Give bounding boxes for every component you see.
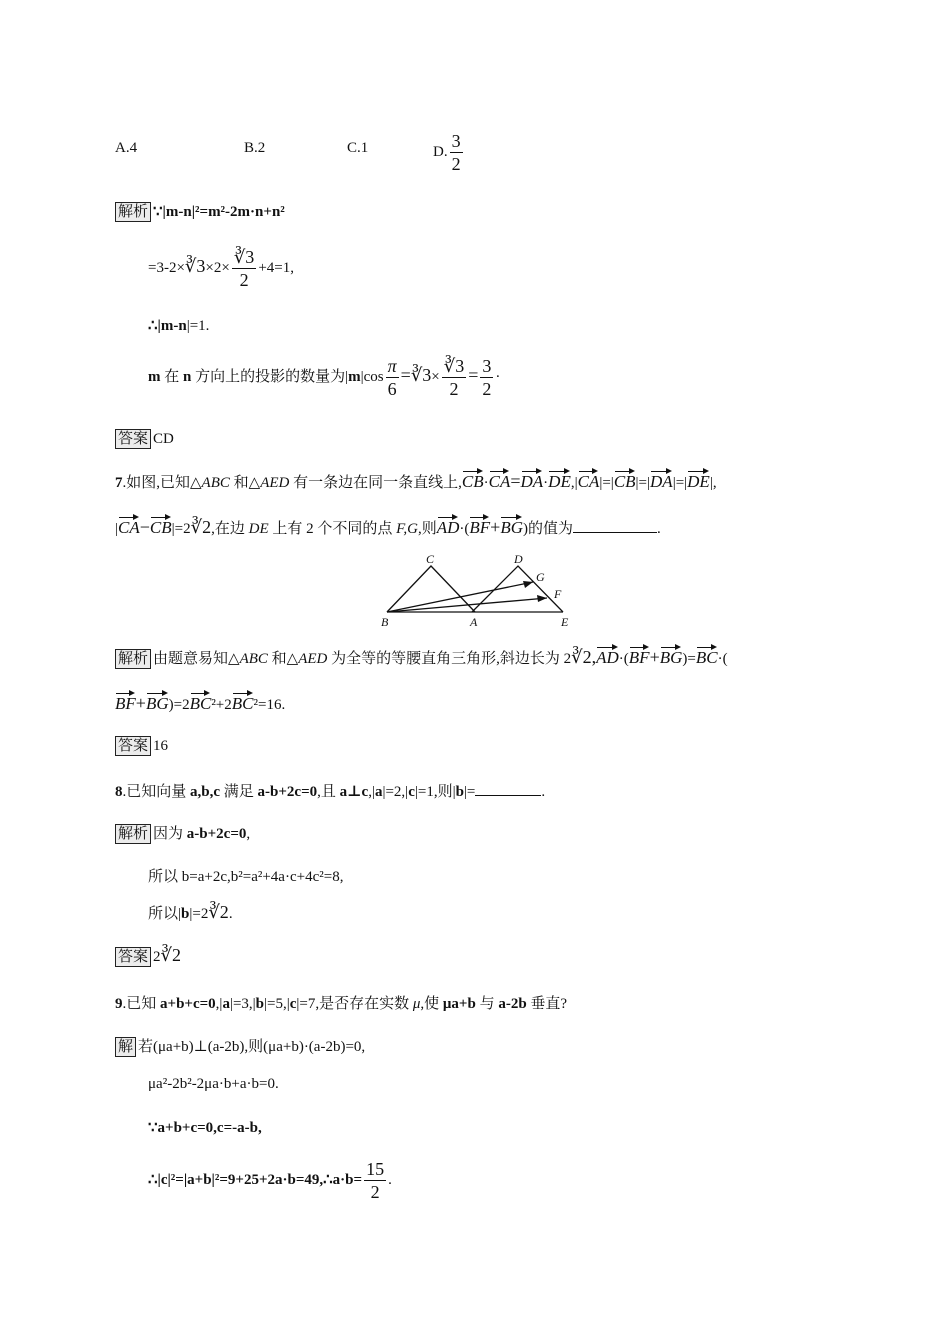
q6-l4-times: × — [431, 368, 440, 385]
q8-b: b — [455, 784, 464, 800]
q7-sol-vec-bc: BC — [696, 644, 718, 668]
q9-s1: 若(μa+b)⊥(a-2b),则(μa+b)·(a-2b)=0, — [138, 1039, 366, 1055]
q8-answer-sqrt: ∛2 — [160, 945, 181, 965]
q7-l2-vec-ad: AD — [437, 514, 460, 538]
q7-sol2-end: ²=16. — [253, 697, 286, 713]
q7-sol2-vec-bc: BC — [190, 690, 212, 714]
q8-s3-sqrt: ∛2 — [208, 902, 229, 922]
q9-b: b — [255, 996, 264, 1012]
option-d-prefix: D. — [433, 143, 448, 160]
q8-text5: |=2,| — [382, 784, 409, 800]
q8-s3-a: 所以| — [148, 906, 182, 922]
q7-eq: = — [510, 471, 521, 491]
option-c — [347, 140, 368, 157]
q9-s4-a: ∴|c|²=|a+b|²=9+25+2a·b=49,∴a·b= — [148, 1171, 363, 1188]
q8-a: a — [374, 784, 383, 800]
q7-bar-eq1: |=| — [599, 475, 614, 491]
label-b: B — [381, 615, 389, 629]
q8-number: 8 — [115, 784, 123, 800]
q6-l4-m2: m — [348, 368, 361, 385]
q9-s3: ∵a+b+c=0,c=-a-b, — [148, 1120, 262, 1136]
q7-l2-sqrt2: ∛2 — [190, 517, 212, 537]
daan-tag: 答案 — [115, 947, 151, 967]
q7-vec-cb: CB — [462, 468, 484, 492]
option-d-fraction — [450, 130, 463, 175]
q6-solution-line2 — [148, 246, 294, 291]
q8-period: . — [541, 784, 546, 800]
q7-vec-da: DA — [521, 468, 544, 492]
q8-c: c — [408, 784, 415, 800]
q7-vec-de2: DE — [687, 468, 710, 492]
q6-l4-eq2: = — [468, 364, 479, 385]
q8-s1-text: 因为 — [153, 826, 187, 842]
q7-number: 7 — [115, 475, 123, 491]
q7-sol-vec-ad: AD — [596, 644, 619, 668]
q6-l4-end: · — [495, 368, 501, 385]
q7-sol-text2: 和△ — [267, 651, 299, 667]
q6-l4-eq: = — [400, 364, 411, 385]
q8-s1-eqn: a-b+2c=0 — [186, 826, 247, 842]
q9-text2: ,| — [215, 996, 223, 1012]
q8-answer-blank — [475, 795, 541, 796]
q9-eqn: a+b+c=0 — [160, 996, 216, 1012]
q8-s3-b: b — [181, 906, 190, 922]
q7-l2-vec-ca: CA — [118, 514, 140, 538]
triangle-aed — [472, 566, 563, 612]
q6-l4-pi: π — [387, 356, 397, 376]
q6-l2-c: +4=1, — [258, 259, 294, 276]
segment-bf — [387, 598, 547, 612]
q7-sol2-plus: + — [135, 693, 146, 713]
q7-sol-text1: 由题意易知△ — [153, 651, 240, 667]
q6-l3-b: |=1. — [186, 318, 210, 334]
q8-text7: |= — [463, 784, 476, 800]
label-d: D — [514, 552, 523, 566]
q7-question-line2 — [115, 514, 661, 538]
q9-text4: |=5,| — [264, 996, 290, 1012]
q8-answer — [115, 945, 181, 967]
q7-l2-minus: − — [139, 517, 150, 537]
q6-l3-bold: m-n — [160, 318, 187, 334]
q7-l2-tail: )的值为 — [522, 521, 573, 537]
q8-solution-line3 — [148, 902, 233, 923]
q7-l2-vec-bg: BG — [500, 514, 523, 538]
q6-l4-six: 6 — [387, 379, 397, 399]
q7-vec-cb2: CB — [614, 468, 636, 492]
q6-l4-frac2 — [442, 355, 466, 400]
option-d — [433, 130, 465, 175]
q8-solution-line1 — [115, 822, 250, 844]
q7-sol2-eq: )=2 — [168, 697, 190, 713]
daan-tag: 答案 — [115, 429, 151, 449]
q8-s2: 所以 b=a+2c,b²=a²+4a·c+4c²=8, — [148, 869, 344, 885]
q7-l2-fg: F,G — [396, 521, 418, 537]
option-c-text: C.1 — [347, 140, 369, 156]
daan-tag: 答案 — [115, 736, 151, 756]
q7-sol-sqrt2: ∛2 — [571, 647, 592, 667]
jiexi-tag: 解析 — [115, 824, 151, 844]
q7-text1: .如图,已知△ — [122, 475, 202, 491]
q9-s4-num: 15 — [366, 1159, 385, 1179]
q7-bar-eq3: |=| — [672, 475, 688, 491]
q7-bar-end: |, — [709, 475, 717, 491]
q6-l4-f2den: 2 — [449, 379, 459, 399]
option-b-text: B.2 — [244, 140, 266, 156]
q7-sol2-vec-bc2: BC — [232, 690, 254, 714]
label-c: C — [426, 552, 435, 566]
q7-triangle-figure — [375, 552, 575, 630]
q6-l1-bold: m-n — [165, 204, 192, 220]
q7-sol2-vec-bg: BG — [146, 690, 169, 714]
q6-solution-line1 — [115, 202, 285, 222]
jiexi-tag: 解析 — [115, 649, 151, 669]
q7-abc: ABC — [201, 475, 230, 491]
q8-answer-a: 2 — [153, 949, 161, 965]
q6-l4-text1: 在 — [160, 368, 184, 385]
q6-l4-n: n — [183, 368, 192, 385]
q6-l2-b: ×2× — [205, 259, 230, 276]
q7-sol2-vec-bf: BF — [115, 690, 136, 714]
q6-l4-pi-fraction — [386, 355, 399, 400]
q8-eqn: a-b+2c=0 — [257, 784, 318, 800]
q6-l4-cos: |cos — [360, 368, 384, 385]
q6-l4-f3num: 3 — [482, 356, 492, 376]
q7-answer-blank — [573, 532, 657, 533]
q6-answer-value: CD — [153, 431, 174, 447]
q6-solution-line3 — [148, 316, 209, 335]
option-b — [244, 140, 265, 157]
q7-bar-eq2: |=| — [635, 475, 651, 491]
q7-dot1: · — [483, 475, 489, 491]
q9-s2: μa²-2b²-2μa·b+a·b=0. — [148, 1076, 279, 1092]
q8-abc: a,b,c — [190, 784, 221, 800]
q7-sol2-mid: ²+2 — [211, 697, 232, 713]
q9-s4-fraction — [364, 1158, 386, 1203]
q9-solution-line3 — [148, 1118, 262, 1137]
q6-l1-sym: ∵| — [153, 204, 166, 220]
q6-l4-f3den: 2 — [482, 379, 492, 399]
q9-expr2: a-2b — [498, 996, 527, 1012]
arrow-head-g — [523, 581, 533, 588]
q8-s3-end: . — [228, 906, 233, 922]
q8-text6: |=1,则| — [414, 784, 456, 800]
jie-tag: 解 — [115, 1037, 136, 1057]
q8-text1: .已知向量 — [122, 784, 191, 800]
q9-c: c — [289, 996, 297, 1012]
q7-vec-de: DE — [548, 468, 571, 492]
q9-text7: 与 — [475, 996, 499, 1012]
q7-question-line1 — [115, 468, 717, 492]
q7-solution-line1 — [115, 644, 728, 669]
q7-l2-plus: + — [490, 517, 501, 537]
q7-vec-ca: CA — [489, 468, 511, 492]
q9-s4-den: 2 — [370, 1182, 380, 1202]
q9-expr1: μa+b — [442, 996, 476, 1012]
q9-solution-line1 — [115, 1035, 365, 1057]
q7-sol-text3: 为全等的等腰直角三角形,斜边长为 2 — [327, 651, 572, 667]
q8-s1-end: , — [246, 826, 251, 842]
q6-l4-m: m — [148, 368, 161, 385]
q9-solution-line4 — [148, 1158, 392, 1203]
q6-l2-a: =3-2× — [148, 259, 185, 276]
q6-l2-sqrt3: ∛3 — [184, 255, 206, 276]
q6-answer — [115, 429, 174, 449]
q8-solution-line2 — [148, 865, 343, 886]
q7-dot2: · — [543, 475, 549, 491]
arrow-head-f — [537, 595, 547, 602]
q9-text5: |=7,是否存在实数 — [296, 996, 413, 1012]
option-d-numerator: 3 — [451, 131, 461, 151]
q6-l1-rest: |²=m²-2m·n+n² — [191, 204, 285, 220]
q7-l2-start: | — [115, 521, 119, 537]
q7-l2-paren: ·( — [459, 521, 470, 537]
q9-a: a — [222, 996, 230, 1012]
option-a-text: A.4 — [115, 140, 138, 156]
q7-sol-plus: + — [649, 647, 660, 667]
q7-aed: AED — [260, 475, 290, 491]
q9-s4-end: . — [388, 1171, 392, 1188]
q8-s3-c: |=2 — [189, 906, 209, 922]
q6-l4-f2num: ∛3 — [443, 356, 465, 376]
q6-l2-frac-den: 2 — [239, 270, 249, 290]
q8-question — [115, 780, 545, 801]
q6-solution-line4 — [148, 355, 500, 400]
q7-l2-period: . — [656, 521, 661, 537]
q8-text3: ,且 — [317, 784, 340, 800]
option-d-denominator: 2 — [451, 154, 461, 174]
option-a — [115, 140, 137, 157]
q9-question — [115, 992, 567, 1013]
q7-vec-ca2: CA — [578, 468, 600, 492]
q6-l2-frac-num: ∛3 — [233, 247, 255, 267]
q6-l3-a: ∴| — [148, 318, 161, 334]
q8-text2: 满足 — [220, 784, 258, 800]
q7-text2: 和△ — [229, 475, 261, 491]
q7-sol-dotparen: ·( — [618, 651, 629, 667]
label-f: F — [554, 587, 562, 601]
q7-sol-aed: AED — [298, 651, 328, 667]
label-a: A — [470, 615, 478, 629]
q7-l2-text2: 上有 2 个不同的点 — [268, 521, 397, 537]
q7-sol-comma: , — [591, 647, 597, 667]
q9-solution-line2 — [148, 1076, 279, 1093]
segment-bg — [387, 582, 533, 612]
q6-l4-sqrt3: ∛3 — [410, 364, 432, 385]
q7-l2-text3: ,则 — [417, 521, 437, 537]
q7-answer-value: 16 — [153, 738, 169, 754]
q7-sol-vec-bf: BF — [629, 644, 650, 668]
q6-l4-frac3 — [480, 355, 493, 400]
q7-l2-mid: |=2 — [171, 521, 191, 537]
q7-l2-vec-cb: CB — [150, 514, 172, 538]
q7-l2-text: ,在边 — [211, 521, 249, 537]
jiexi-tag: 解析 — [115, 202, 151, 222]
q7-vec-da2: DA — [650, 468, 673, 492]
q7-sol-abc: ABC — [239, 651, 268, 667]
q9-text8: 垂直? — [526, 996, 568, 1012]
q7-sol-vec-bg: BG — [660, 644, 683, 668]
q6-l2-fraction — [232, 246, 256, 291]
q9-text6: ,使 — [420, 996, 443, 1012]
q9-mu: μ — [412, 996, 421, 1012]
q9-text3: |=3,| — [229, 996, 256, 1012]
q8-perp: a⊥c — [339, 784, 369, 800]
q7-sol-eq: )= — [682, 651, 696, 667]
q7-l2-vec-bf: BF — [469, 514, 490, 538]
q9-number: 9 — [115, 996, 123, 1012]
q7-comma: ,| — [570, 475, 578, 491]
q7-l2-de: DE — [248, 521, 269, 537]
q8-text4: ,| — [368, 784, 375, 800]
q7-solution-line2 — [115, 690, 285, 714]
label-e: E — [561, 615, 569, 629]
q7-text3: 有一条边在同一条直线上, — [289, 475, 462, 491]
q6-l4-text2: 方向上的投影的数量为| — [191, 368, 349, 385]
q7-sol-dot2: ·( — [717, 651, 728, 667]
q7-answer — [115, 736, 168, 756]
q9-text1: .已知 — [122, 996, 161, 1012]
label-g: G — [536, 570, 545, 584]
